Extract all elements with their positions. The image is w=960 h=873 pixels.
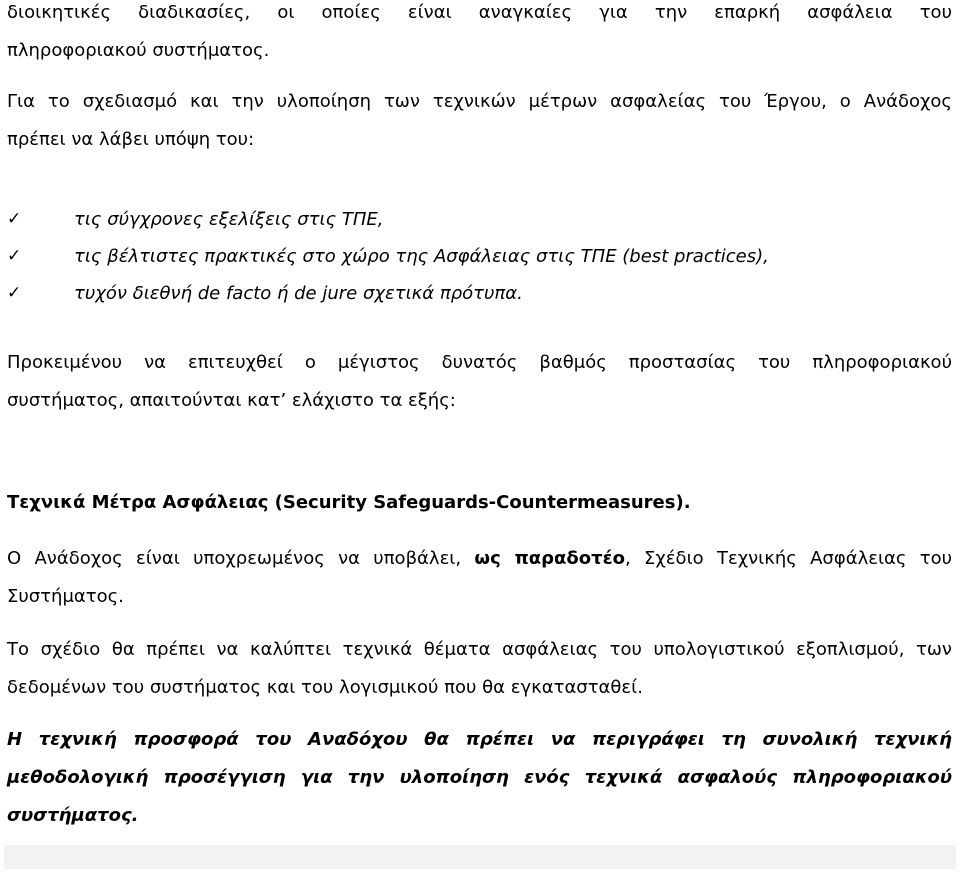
- paragraph-line: συστήματος.: [7, 805, 139, 826]
- paragraph-line: Για το σχεδιασμό και την υλοποίηση των τεχνικών μέτρων ασφαλείας του Έργου, ο Ανάδοχος: [7, 91, 952, 112]
- section-heading-text: Τεχνικά Μέτρα Ασφάλειας (Security Safeguards-Countermeasures).: [7, 492, 691, 513]
- paragraph-line: Το σχέδιο θα πρέπει να καλύπτει τεχνικά θέματα ασφάλειας του υπολογιστικού εξοπλισμού, των: [7, 639, 952, 660]
- paragraph-line: συστήματος, απαιτούνται κατ’ ελάχιστο τα εξής:: [7, 390, 456, 411]
- list-item-text: τις σύγχρονες εξελίξεις στις ΤΠΕ,: [74, 209, 384, 230]
- list-item: [7, 238, 769, 275]
- page-footer-strip: [4, 845, 956, 869]
- paragraph-line: Συστήματος.: [7, 586, 124, 607]
- paragraph-admin-procedures: [7, 0, 952, 70]
- paragraph-deliverable: [7, 540, 952, 616]
- paragraph-line: Η τεχνική προσφορά του Αναδόχου θα πρέπει να περιγράφει τη συνολική τεχνική: [7, 729, 952, 750]
- check-mark-icon: ✓: [7, 283, 22, 303]
- paragraph-plan-coverage: [7, 631, 952, 707]
- list-item-text: τυχόν διεθνή de facto ή de jure σχετικά πρότυπα.: [74, 283, 523, 304]
- list-item: [7, 201, 769, 238]
- paragraph-line: πληροφοριακού συστήματος.: [7, 40, 270, 61]
- paragraph-line: δεδομένων του συστήματος και του λογισμικού που θα εγκατασταθεί.: [7, 677, 643, 698]
- paragraph-line: [7, 540, 952, 578]
- paragraph-line: πρέπει να λάβει υπόψη του:: [7, 129, 255, 150]
- check-mark-icon: ✓: [7, 246, 22, 266]
- paragraph-design-measures: [7, 83, 952, 159]
- paragraph-line: μεθοδολογική προσέγγιση για την υλοποίηση ενός τεχνικά ασφαλούς πληροφοριακού: [7, 767, 952, 788]
- text-segment: , Σχέδιο Τεχνικής Ασφάλειας του: [625, 548, 953, 569]
- check-mark-icon: ✓: [7, 209, 22, 229]
- paragraph-protection-requirements: [7, 344, 952, 420]
- paragraph-line: διοικητικές διαδικασίες, οι οποίες είναι αναγκαίες για την επαρκή ασφάλεια του: [7, 2, 952, 23]
- text-segment: Ο Ανάδοχος είναι υποχρεωμένος να υποβάλει,: [7, 548, 475, 569]
- considerations-list: [7, 201, 769, 312]
- paragraph-line: Προκειμένου να επιτευχθεί ο μέγιστος δυνατός βαθμός προστασίας του πληροφοριακού: [7, 352, 952, 373]
- section-heading: [7, 484, 952, 522]
- deliverable-emphasis: ως παραδοτέο: [474, 548, 626, 569]
- paragraph-technical-offer: [7, 721, 952, 835]
- list-item: [7, 275, 769, 312]
- list-item-text: τις βέλτιστες πρακτικές στο χώρο της Ασφάλειας στις ΤΠΕ (best practices),: [74, 246, 769, 267]
